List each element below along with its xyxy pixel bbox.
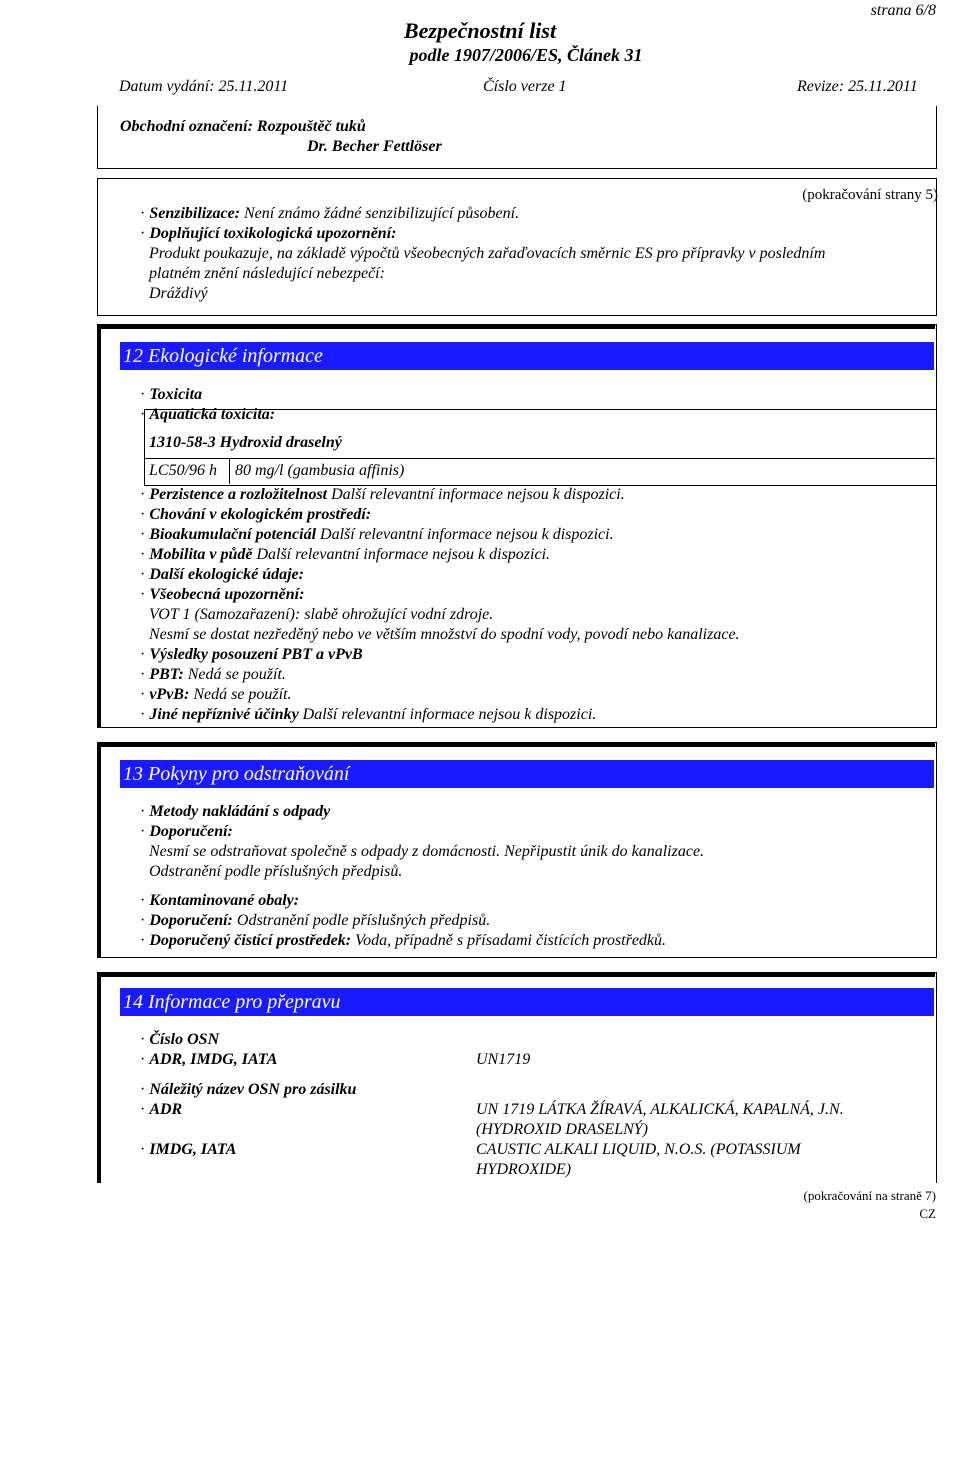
adr-value-2: (HYDROXID DRASELNÝ) [476,1121,648,1138]
toxicology-continuation-box [97,178,937,316]
water-warning: Nesmí se dostat nezředěný nebo ve větším množství do spodní vody, povodí nebo kanalizace. [149,626,740,643]
table-cell-divider [229,458,230,484]
section-12-title: 12 Ekologické informace [120,342,934,370]
toxicology-text-1: Produkt poukazuje, na základě výpočtů všeobecných zařaďovacích směrnic ES pro přípravky v posledním [149,245,826,262]
section-13-box [97,742,937,958]
toxicology-label: · Doplňující toxikologická upozornění: [140,225,397,242]
imdg-value-1: CAUSTIC ALKALI LIQUID, N.O.S. (POTASSIUM [476,1141,801,1158]
un-modes-label: · ADR, IMDG, IATA [140,1051,278,1068]
other-eco-label: · Další ekologické údaje: [140,566,304,583]
cleaning-agent-line: · Doporučený čistící prostředek: Voda, případně s přísadami čistících prostředků. [140,932,667,949]
regulation: podle 1907/2006/ES, Článek 31 [409,45,643,65]
toxicity-label: · Toxicita [140,386,203,403]
table-divider [144,458,935,459]
shipping-name-label: · Náležitý název OSN pro zásilku [140,1081,357,1098]
lc50-value: 80 mg/l (gambusia affinis) [235,462,405,479]
section-13-shadow-top [97,743,935,747]
water-hazard-class: VOT 1 (Samozařazení): slabě ohrožující vodní zdroje. [149,606,494,623]
document-title: Bezpečnostní list [403,18,557,43]
recommendation-label: · Doporučení: [140,823,233,840]
company-name: Dr. Becher Fettlöser [307,138,442,155]
disposal-methods-label: · Metody nakládání s odpady [140,803,331,820]
adr-label: · ADR [140,1101,183,1118]
section-12-shadow [97,325,101,727]
bioaccumulation-line: · Bioakumulační potenciál Další relevantní informace nejsou k dispozici. [140,526,614,543]
aquatic-toxicity-label: · Aquatická toxicita: [140,406,276,423]
behaviour-line: · Chování v ekologickém prostředí: [140,506,372,523]
language-code: CZ [919,1206,936,1221]
un-number-label: · Číslo OSN [140,1031,220,1048]
vpvb-line: · vPvB: Nedá se použít. [140,686,292,703]
section-14-shadow-top [97,973,935,977]
page-number: strana 6/8 [870,2,936,19]
trade-name: Obchodní označení: Rozpouštěč tuků [120,118,366,135]
adr-value-1: UN 1719 LÁTKA ŽÍRAVÁ, ALKALICKÁ, KAPALNÁ, J.N. [476,1101,844,1118]
packaging-recommendation: · Doporučení: Odstranění podle příslušných předpisů. [140,912,491,929]
lc50-label: LC50/96 h [149,462,218,479]
sensitization-line: · Senzibilizace: Není známo žádné senzibilizující působení. [140,205,520,222]
pbt-results-label: · Výsledky posouzení PBT a vPvB [140,646,363,663]
section-13-shadow [97,743,101,957]
trade-name-box [97,106,937,169]
revision: Revize: 25.11.2011 [797,78,918,95]
issue-date: Datum vydání: 25.11.2011 [119,78,289,95]
recommendation-text-1: Nesmí se odstraňovat společně s odpady z domácnosti. Nepřipustit únik do kanalizace. [149,843,705,860]
un-number-value: UN1719 [476,1051,531,1068]
section-13-title: 13 Pokyny pro odstraňování [120,760,934,788]
persistence-line: · Perzistence a rozložitelnost Další relevantní informace nejsou k dispozici. [140,486,625,503]
toxicology-text-3: Dráždivý [149,285,208,302]
section-12-box [97,324,937,728]
substance-name: 1310-58-3 Hydroxid draselný [149,434,342,451]
section-12-shadow-top [97,325,935,329]
section-14-box [97,972,937,1183]
pbt-line: · PBT: Nedá se použít. [140,666,286,683]
mobility-line: · Mobilita v půdě Další relevantní informace nejsou k dispozici. [140,546,551,563]
general-notes-label: · Všeobecná upozornění: [140,586,305,603]
version: Číslo verze 1 [483,78,567,95]
section-14-shadow [97,973,101,1183]
imdg-value-2: HYDROXIDE) [476,1161,572,1178]
continued-to: (pokračování na straně 7) [803,1188,936,1203]
recommendation-text-2: Odstranění podle příslušných předpisů. [149,863,403,880]
contaminated-packaging-label: · Kontaminované obaly: [140,892,300,909]
section-14-title: 14 Informace pro přepravu [120,988,934,1016]
imdg-label: · IMDG, IATA [140,1141,237,1158]
toxicology-text-2: platném znění následující nebezpečí: [149,265,385,282]
continued-from: (pokračování strany 5) [802,187,938,203]
adverse-effects-line: · Jiné nepříznivé účinky Další relevantní informace nejsou k dispozici. [140,706,597,723]
